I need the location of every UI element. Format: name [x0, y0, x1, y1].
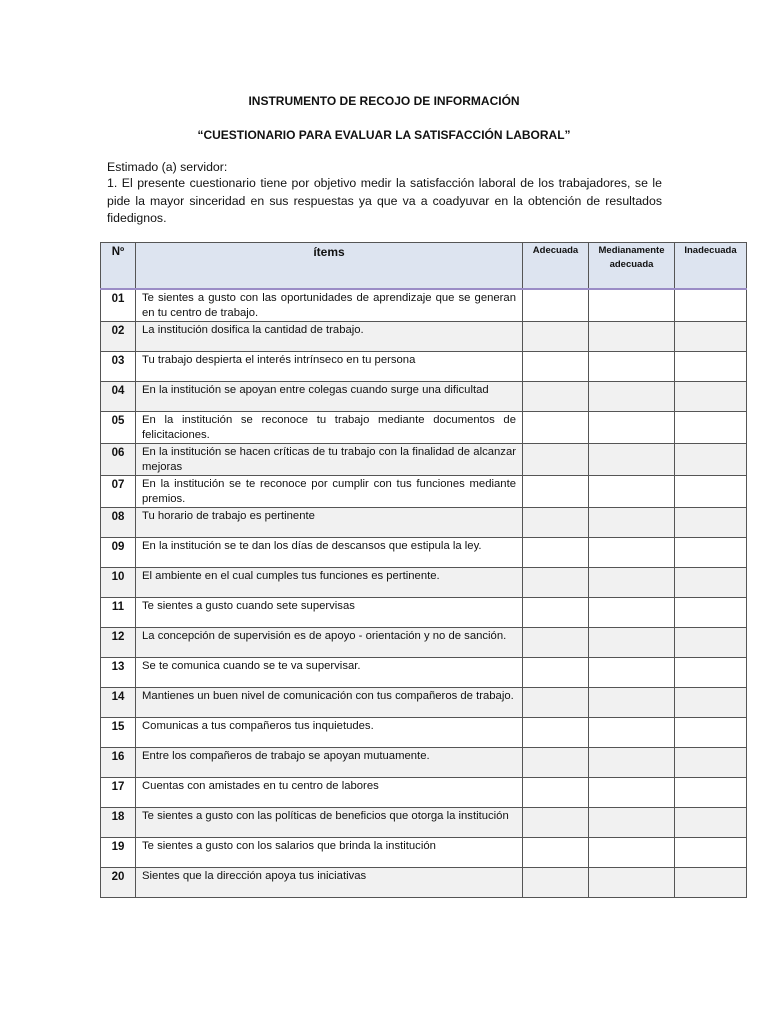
item-text: En la institución se hacen críticas de tu trabajo con la finalidad de alcanzar mejoras — [136, 444, 523, 476]
table-row — [101, 289, 747, 322]
item-number: 05 — [101, 412, 136, 444]
header-medianamente-adecuada: Medianamente adecuada — [589, 243, 675, 290]
table-row — [101, 382, 747, 412]
answer-cell-medianamente-adecuada[interactable] — [589, 598, 675, 628]
item-text: Sientes que la dirección apoya tus iniciativas — [136, 868, 523, 898]
answer-cell-inadecuada[interactable] — [675, 868, 747, 898]
item-text: Te sientes a gusto cuando sete supervisas — [136, 598, 523, 628]
answer-cell-inadecuada[interactable] — [675, 688, 747, 718]
item-text: Entre los compañeros de trabajo se apoyan mutuamente. — [136, 748, 523, 778]
item-number: 19 — [101, 838, 136, 868]
item-text: Te sientes a gusto con los salarios que brinda la institución — [136, 838, 523, 868]
answer-cell-adecuada[interactable] — [523, 838, 589, 868]
answer-cell-inadecuada[interactable] — [675, 778, 747, 808]
greeting-text: Estimado (a) servidor: — [107, 160, 228, 174]
header-adecuada: Adecuada — [523, 243, 589, 290]
answer-cell-medianamente-adecuada[interactable] — [589, 838, 675, 868]
item-text: Se te comunica cuando se te va supervisar. — [136, 658, 523, 688]
answer-cell-adecuada[interactable] — [523, 628, 589, 658]
answer-cell-medianamente-adecuada[interactable] — [589, 688, 675, 718]
item-text: Te sientes a gusto con las políticas de beneficios que otorga la institución — [136, 808, 523, 838]
item-text: Te sientes a gusto con las oportunidades de aprendizaje que se generan en tu centro de trabajo. — [136, 289, 523, 322]
answer-cell-medianamente-adecuada[interactable] — [589, 508, 675, 538]
item-text: En la institución se te dan los días de descansos que estipula la ley. — [136, 538, 523, 568]
item-text: La institución dosifica la cantidad de trabajo. — [136, 322, 523, 352]
answer-cell-medianamente-adecuada[interactable] — [589, 322, 675, 352]
item-number: 02 — [101, 322, 136, 352]
answer-cell-inadecuada[interactable] — [675, 444, 747, 476]
answer-cell-adecuada[interactable] — [523, 658, 589, 688]
table-row — [101, 352, 747, 382]
answer-cell-medianamente-adecuada[interactable] — [589, 808, 675, 838]
table-row — [101, 508, 747, 538]
answer-cell-medianamente-adecuada[interactable] — [589, 868, 675, 898]
answer-cell-inadecuada[interactable] — [675, 598, 747, 628]
answer-cell-inadecuada[interactable] — [675, 748, 747, 778]
answer-cell-adecuada[interactable] — [523, 718, 589, 748]
answer-cell-inadecuada[interactable] — [675, 838, 747, 868]
table-row — [101, 476, 747, 508]
table-row — [101, 868, 747, 898]
answer-cell-adecuada[interactable] — [523, 688, 589, 718]
item-number: 06 — [101, 444, 136, 476]
answer-cell-adecuada[interactable] — [523, 598, 589, 628]
table-row — [101, 778, 747, 808]
answer-cell-inadecuada[interactable] — [675, 382, 747, 412]
answer-cell-medianamente-adecuada[interactable] — [589, 352, 675, 382]
answer-cell-inadecuada[interactable] — [675, 322, 747, 352]
item-number: 11 — [101, 598, 136, 628]
answer-cell-adecuada[interactable] — [523, 352, 589, 382]
table-row — [101, 538, 747, 568]
item-text: En la institución se reconoce tu trabajo mediante documentos de felicitaciones. — [136, 412, 523, 444]
item-text: La concepción de supervisión es de apoyo - orientación y no de sanción. — [136, 628, 523, 658]
table-row — [101, 568, 747, 598]
answer-cell-medianamente-adecuada[interactable] — [589, 444, 675, 476]
item-number: 07 — [101, 476, 136, 508]
item-text: Tu trabajo despierta el interés intrínseco en tu persona — [136, 352, 523, 382]
answer-cell-inadecuada[interactable] — [675, 718, 747, 748]
item-text: Tu horario de trabajo es pertinente — [136, 508, 523, 538]
document-title: INSTRUMENTO DE RECOJO DE INFORMACIÓN — [248, 94, 520, 108]
item-number: 15 — [101, 718, 136, 748]
table-row — [101, 688, 747, 718]
answer-cell-inadecuada[interactable] — [675, 568, 747, 598]
table-row — [101, 322, 747, 352]
table-body — [101, 289, 747, 898]
answer-cell-inadecuada[interactable] — [675, 476, 747, 508]
table-row — [101, 718, 747, 748]
answer-cell-adecuada[interactable] — [523, 322, 589, 352]
answer-cell-medianamente-adecuada[interactable] — [589, 382, 675, 412]
item-number: 01 — [101, 289, 136, 322]
item-number: 16 — [101, 748, 136, 778]
answer-cell-adecuada[interactable] — [523, 568, 589, 598]
answer-cell-adecuada[interactable] — [523, 748, 589, 778]
item-number: 20 — [101, 868, 136, 898]
answer-cell-medianamente-adecuada[interactable] — [589, 628, 675, 658]
answer-cell-medianamente-adecuada[interactable] — [589, 538, 675, 568]
item-number: 13 — [101, 658, 136, 688]
answer-cell-adecuada[interactable] — [523, 868, 589, 898]
table-row — [101, 838, 747, 868]
answer-cell-medianamente-adecuada[interactable] — [589, 748, 675, 778]
answer-cell-medianamente-adecuada[interactable] — [589, 718, 675, 748]
answer-cell-inadecuada[interactable] — [675, 352, 747, 382]
item-number: 10 — [101, 568, 136, 598]
answer-cell-inadecuada[interactable] — [675, 628, 747, 658]
item-number: 09 — [101, 538, 136, 568]
answer-cell-adecuada[interactable] — [523, 778, 589, 808]
header-inadecuada: Inadecuada — [675, 243, 747, 290]
answer-cell-adecuada[interactable] — [523, 538, 589, 568]
item-number: 03 — [101, 352, 136, 382]
answer-cell-medianamente-adecuada[interactable] — [589, 289, 675, 322]
item-text: En la institución se apoyan entre colegas cuando surge una dificultad — [136, 382, 523, 412]
item-text: En la institución se te reconoce por cumplir con tus funciones mediante premios. — [136, 476, 523, 508]
table-row — [101, 598, 747, 628]
table-row — [101, 412, 747, 444]
instruction-paragraph: 1. El presente cuestionario tiene por objetivo medir la satisfacción laboral de los trabajadores, se le pide la mayor sinceridad en sus respuestas ya que va a coadyuvar en la obtención de resultados fidedignos. — [107, 176, 662, 225]
item-text: Comunicas a tus compañeros tus inquietudes. — [136, 718, 523, 748]
answer-cell-adecuada[interactable] — [523, 444, 589, 476]
answer-cell-adecuada[interactable] — [523, 808, 589, 838]
table-row — [101, 808, 747, 838]
document-subtitle: “CUESTIONARIO PARA EVALUAR LA SATISFACCIÓN LABORAL” — [197, 128, 571, 142]
item-text: Mantienes un buen nivel de comunicación con tus compañeros de trabajo. — [136, 688, 523, 718]
answer-cell-adecuada[interactable] — [523, 508, 589, 538]
header-number: Nº — [101, 243, 136, 290]
answer-cell-inadecuada[interactable] — [675, 808, 747, 838]
item-number: 14 — [101, 688, 136, 718]
answer-cell-adecuada[interactable] — [523, 382, 589, 412]
answer-cell-medianamente-adecuada[interactable] — [589, 412, 675, 444]
item-number: 04 — [101, 382, 136, 412]
item-number: 18 — [101, 808, 136, 838]
item-number: 12 — [101, 628, 136, 658]
answer-cell-adecuada[interactable] — [523, 476, 589, 508]
item-number: 17 — [101, 778, 136, 808]
item-text: El ambiente en el cual cumples tus funciones es pertinente. — [136, 568, 523, 598]
item-number: 08 — [101, 508, 136, 538]
answer-cell-medianamente-adecuada[interactable] — [589, 658, 675, 688]
table-row — [101, 444, 747, 476]
questionnaire-table — [100, 242, 747, 898]
answer-cell-inadecuada[interactable] — [675, 658, 747, 688]
table-header-row — [101, 243, 747, 290]
answer-cell-adecuada[interactable] — [523, 289, 589, 322]
header-items: ítems — [136, 243, 523, 290]
answer-cell-medianamente-adecuada[interactable] — [589, 568, 675, 598]
item-text: Cuentas con amistades en tu centro de labores — [136, 778, 523, 808]
table-row — [101, 628, 747, 658]
answer-cell-medianamente-adecuada[interactable] — [589, 778, 675, 808]
answer-cell-adecuada[interactable] — [523, 412, 589, 444]
answer-cell-inadecuada[interactable] — [675, 412, 747, 444]
answer-cell-inadecuada[interactable] — [675, 289, 747, 322]
answer-cell-inadecuada[interactable] — [675, 508, 747, 538]
answer-cell-medianamente-adecuada[interactable] — [589, 476, 675, 508]
answer-cell-inadecuada[interactable] — [675, 538, 747, 568]
table-row — [101, 658, 747, 688]
table-row — [101, 748, 747, 778]
